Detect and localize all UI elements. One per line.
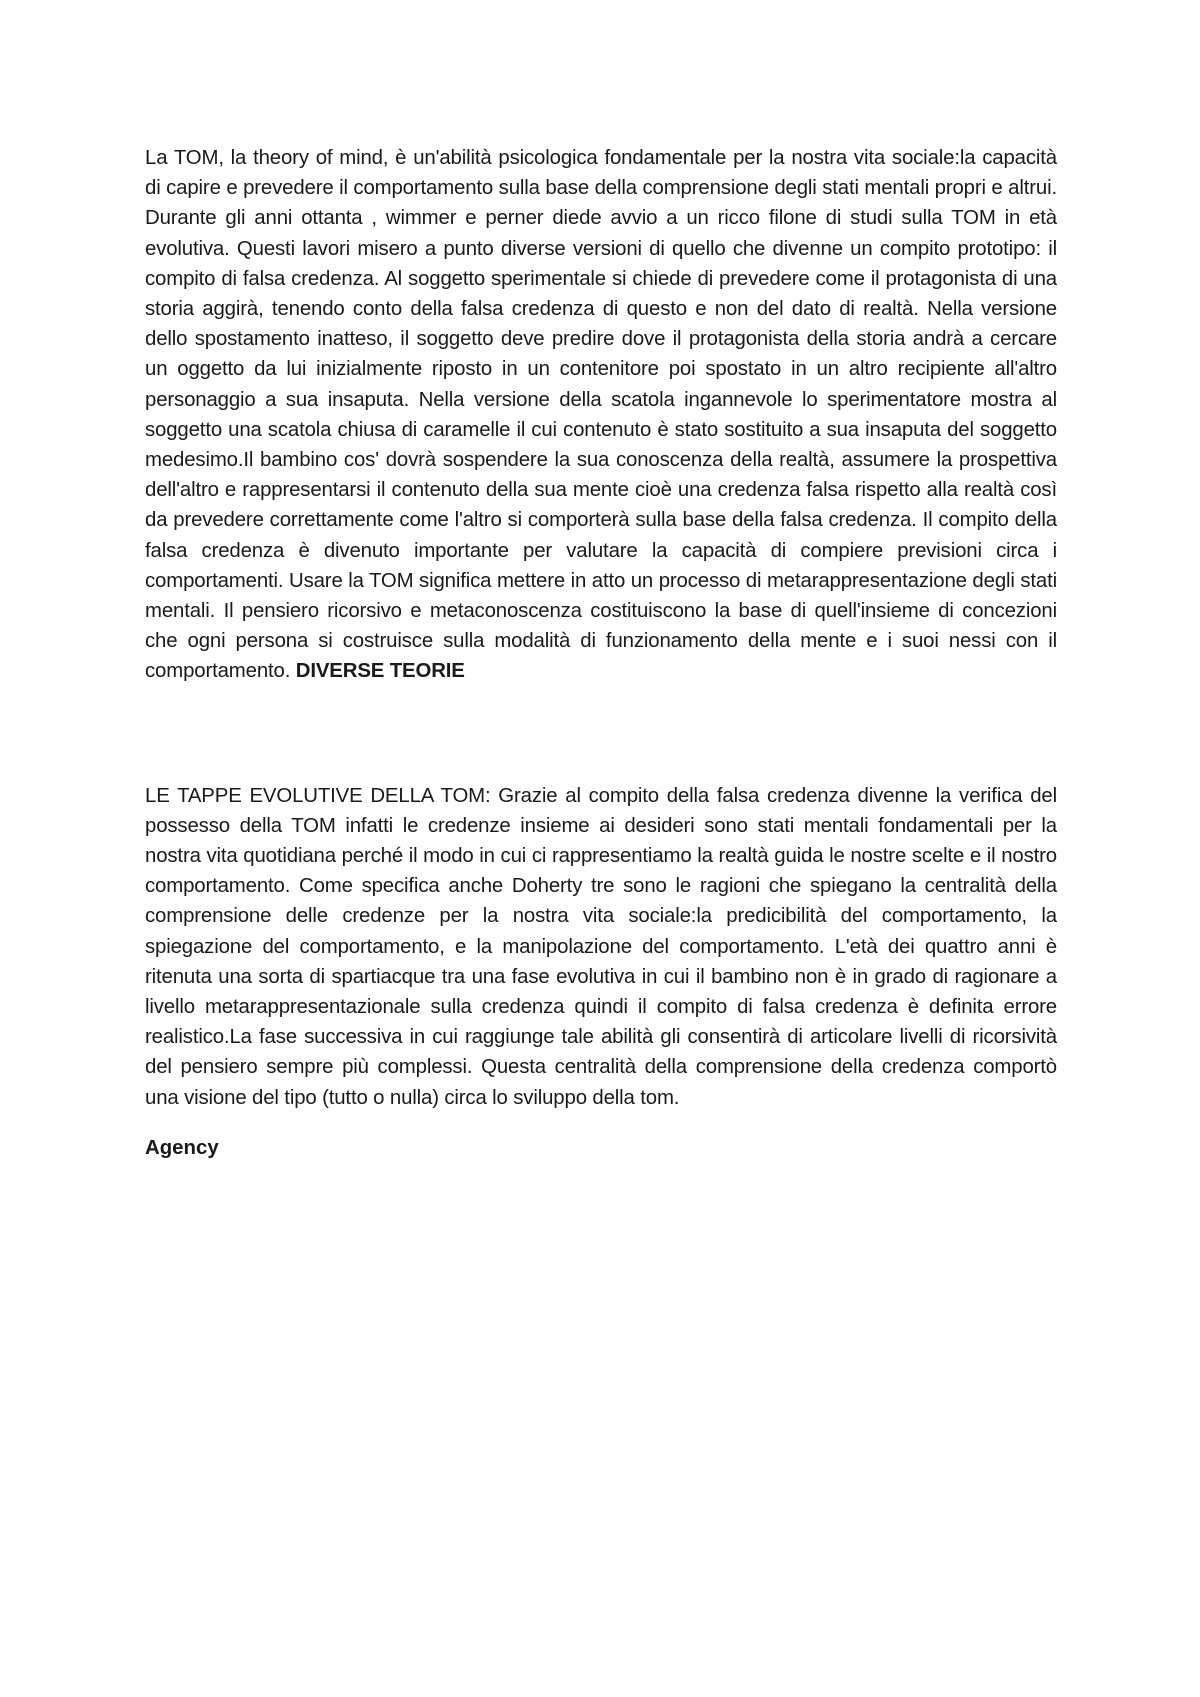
agency-heading: Agency (145, 1136, 219, 1159)
paragraph-tom-intro (145, 143, 1057, 687)
paragraph-tom-intro-text: La TOM, la theory of mind, è un'abilità psicologica fondamentale per la nostra vita sociale:la capacità di capire e prevedere il comportamento sulla base della comprensione degli stati mentali propri e altrui. Durante gli anni ottanta , wimmer e perner diede avvio a un ricco filone di studi sulla TOM in età evolutiva. Questi lavori misero a punto diverse versioni di quello che divenne un compito prototipo: il compito di falsa credenza. Al soggetto sperimentale si chiede di prevedere come il protagonista di una storia aggirà, tenendo conto della falsa credenza di questo e non del dato di realtà. Nella versione dello spostamento inatteso, il soggetto deve predire dove il protagonista della storia andrà a cercare un oggetto da lui inizialmente riposto in un contenitore poi spostato in un altro recipiente all'altro personaggio a sua insaputa. Nella versione della scatola ingannevole lo sperimentatore mostra al soggetto una scatola chiusa di caramelle il cui contenuto è stato sostituito a sua insaputa del soggetto medesimo.Il bambino cos' dovrà sospendere la sua conoscenza della realtà, assumere la prospettiva dell'altro e rappresentarsi il contenuto della sua mente cioè una credenza falsa rispetto alla realtà così da prevedere correttamente come l'altro si comporterà sulla base della falsa credenza. Il compito della falsa credenza è divenuto importante per valutare la capacità di compiere previsioni circa i comportamenti. Usare la TOM significa mettere in atto un processo di metarappresentazione degli stati mentali. Il pensiero ricorsivo e metaconoscenza costituiscono la base di quell'insieme di concezioni che ogni persona si costruisce sulla modalità di funzionamento della mente e i suoi nessi con il comportamento. (145, 147, 1057, 683)
paragraph-tappe-evolutive: LE TAPPE EVOLUTIVE DELLA TOM: Grazie al compito della falsa credenza divenne la verifica del possesso della TOM infatti le credenze insieme ai desideri sono stati mentali fondamentali per la nostra vita quotidiana perché il modo in cui ci rappresentiamo la realtà guida le nostre scelte e il nostro comportamento. Come specifica anche Doherty tre sono le ragioni che spiegano la centralità della comprensione delle credenze per la nostra vita sociale:la predicibilità del comportamento, la spiegazione del comportamento, e la manipolazione del comportamento. L'età dei quattro anni è ritenuta una sorta di spartiacque tra una fase evolutiva in cui il bambino non è in grado di ragionare a livello metarappresentazionale sulla credenza quindi il compito di falsa credenza è definita errore realistico.La fase successiva in cui raggiunge tale abilità gli consentirà di articolare livelli di ricorsività del pensiero sempre più complessi. Questa centralità della comprensione della credenza comportò una visione del tipo (tutto o nulla) circa lo sviluppo della tom. (145, 784, 1057, 1109)
diverse-teorie-label: DIVERSE TEORIE (295, 660, 465, 683)
document-page (145, 143, 1057, 1163)
